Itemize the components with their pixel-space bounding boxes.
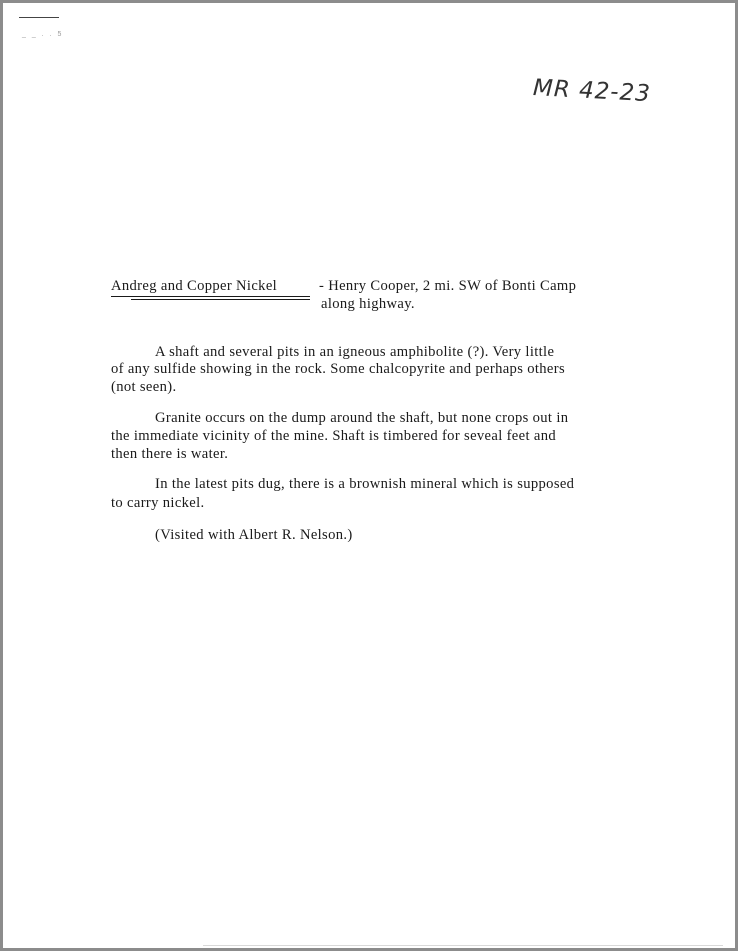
paragraph-4-line-1: (Visited with Albert R. Nelson.) [155, 527, 353, 543]
paragraph-3-line-2: to carry nickel. [111, 495, 205, 511]
heading-location-continued: along highway. [321, 296, 415, 312]
heading-owner-location: - Henry Cooper, 2 mi. SW of Bonti Camp [319, 278, 577, 294]
paragraph-1-line-2: of any sulfide showing in the rock. Some chalcopyrite and perhaps others [111, 361, 565, 377]
heading-underline [111, 296, 310, 297]
paragraph-1-line-3: (not seen). [111, 379, 177, 395]
top-pen-mark [19, 17, 59, 18]
heading-underline-second [131, 299, 310, 300]
paragraph-2-line-2: the immediate vicinity of the mine. Shaft is timbered for seveal feet and [111, 428, 556, 444]
paragraph-1-line-1: A shaft and several pits in an igneous amphibolite (?). Very little [155, 344, 555, 360]
paragraph-3-line-1: In the latest pits dug, there is a brownish mineral which is supposed [155, 476, 575, 492]
bottom-scan-edge [203, 945, 723, 946]
heading-property-name: Andreg and Copper Nickel [111, 278, 278, 294]
stray-marks: _ _ . . 5 [22, 31, 64, 38]
paragraph-2-line-1: Granite occurs on the dump around the shaft, but none crops out in [155, 410, 569, 426]
handwritten-file-number: MR 42-23 [532, 75, 652, 108]
paragraph-2-line-3: then there is water. [111, 446, 229, 462]
